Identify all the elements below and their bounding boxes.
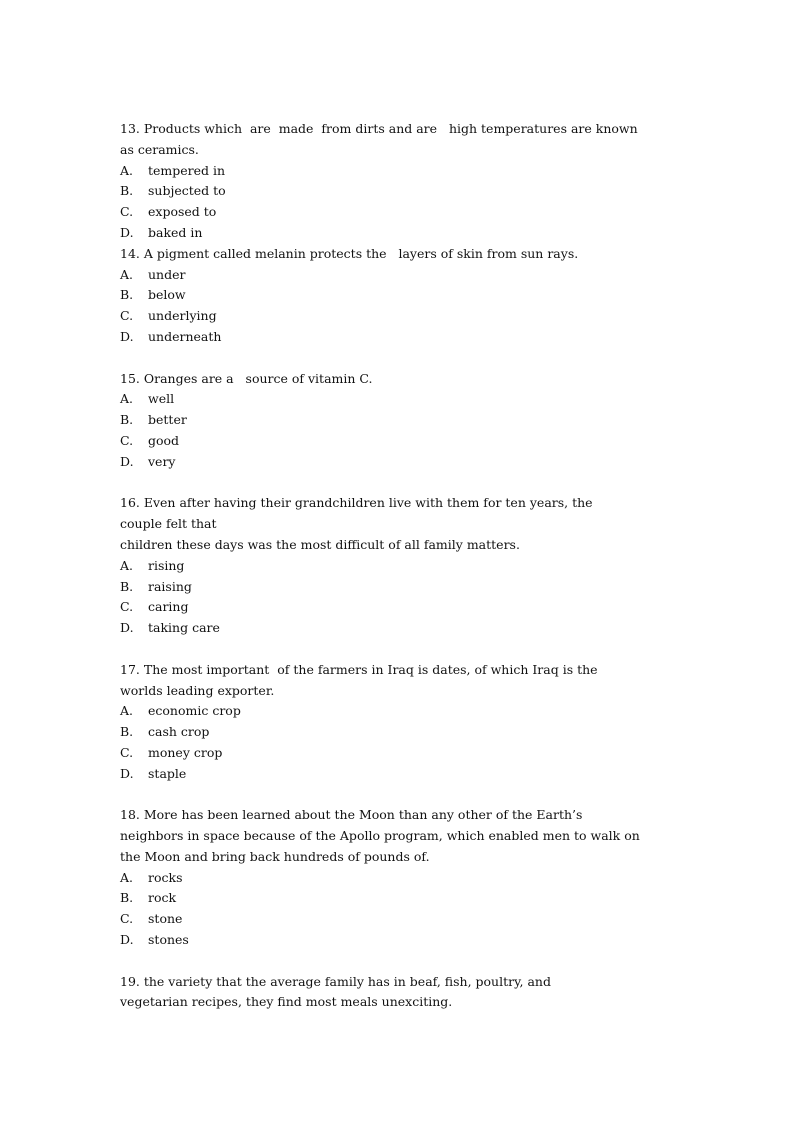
- option-text: stone: [148, 911, 183, 927]
- question-13-option-b: [120, 181, 680, 202]
- option-letter: B.: [120, 412, 134, 428]
- option-text: money crop: [148, 744, 223, 760]
- option-letter: C.: [120, 599, 134, 615]
- spacer: [120, 639, 680, 660]
- spacer: [120, 951, 680, 972]
- option-text: caring: [148, 599, 189, 615]
- option-letter: C.: [120, 911, 134, 927]
- option-text: subjected to: [148, 183, 226, 199]
- option-text: very: [148, 453, 176, 469]
- question-14-stem-line-1: 14. A pigment called melanin protects the layers of skin from sun rays.: [120, 245, 579, 261]
- question-19-stem-line-2: vegetarian recipes, they find most meals unexciting.: [120, 994, 453, 1010]
- option-letter: D.: [120, 224, 134, 240]
- option-letter: C.: [120, 432, 134, 448]
- option-text: tempered in: [148, 162, 226, 178]
- option-letter: C.: [120, 308, 134, 324]
- option-text: stones: [148, 932, 189, 948]
- option-text: underlying: [148, 308, 217, 324]
- option-text: exposed to: [148, 204, 217, 220]
- question-16-stem-line-2: couple felt that: [120, 516, 217, 532]
- option-letter: A.: [120, 869, 134, 885]
- option-letter: D.: [120, 932, 134, 948]
- question-16: [120, 493, 680, 639]
- option-text: well: [148, 391, 175, 407]
- spacer: [120, 473, 680, 494]
- spacer: [120, 785, 680, 806]
- question-14-option-c: [120, 306, 680, 327]
- question-16-option-c: [120, 597, 680, 618]
- question-17-option-a: [120, 701, 680, 722]
- option-text: staple: [148, 765, 187, 781]
- question-18-option-d: [120, 930, 680, 951]
- option-text: good: [148, 432, 180, 448]
- question-14-option-b: [120, 285, 680, 306]
- option-text: economic crop: [148, 703, 241, 719]
- question-13-option-a: [120, 161, 680, 182]
- question-18-stem-line-3: the Moon and bring back hundreds of pounds of.: [120, 848, 430, 864]
- question-15-option-d: [120, 452, 680, 473]
- option-letter: B.: [120, 578, 134, 594]
- question-16-stem-line-1: 16. Even after having their grandchildren live with them for ten years, the: [120, 495, 593, 511]
- option-letter: B.: [120, 287, 134, 303]
- question-15-option-a: [120, 389, 680, 410]
- question-13-option-d: [120, 223, 680, 244]
- option-text: cash crop: [148, 724, 210, 740]
- question-19: [120, 972, 680, 1014]
- option-text: rocks: [148, 869, 183, 885]
- option-letter: A.: [120, 703, 134, 719]
- option-text: better: [148, 412, 187, 428]
- question-16-option-d: [120, 618, 680, 639]
- option-letter: A.: [120, 557, 134, 573]
- option-letter: D.: [120, 765, 134, 781]
- question-19-stem-line-1: 19. the variety that the average family has in beaf, fish, poultry, and: [120, 973, 551, 989]
- option-letter: C.: [120, 204, 134, 220]
- question-14: [120, 244, 680, 348]
- question-17-option-b: [120, 722, 680, 743]
- question-14-option-a: [120, 265, 680, 286]
- option-text: taking care: [148, 620, 220, 636]
- question-17-stem-line-1: 17. The most important of the farmers in Iraq is dates, of which Iraq is the: [120, 661, 598, 677]
- option-letter: D.: [120, 328, 134, 344]
- question-14-option-d: [120, 327, 680, 348]
- question-18-option-c: [120, 909, 680, 930]
- question-18-option-a: [120, 868, 680, 889]
- question-16-option-b: [120, 577, 680, 598]
- spacer: [120, 348, 680, 369]
- question-18: [120, 805, 680, 951]
- question-15-option-c: [120, 431, 680, 452]
- document-page: [120, 119, 680, 1013]
- option-text: raising: [148, 578, 192, 594]
- question-15-stem-line-1: 15. Oranges are a source of vitamin C.: [120, 370, 373, 386]
- question-15: [120, 369, 680, 473]
- option-letter: A.: [120, 162, 134, 178]
- question-13-stem-line-2: as ceramics.: [120, 141, 199, 157]
- question-15-option-b: [120, 410, 680, 431]
- question-13: [120, 119, 680, 244]
- question-17: [120, 660, 680, 785]
- question-17-option-d: [120, 764, 680, 785]
- option-text: underneath: [148, 328, 222, 344]
- option-letter: B.: [120, 183, 134, 199]
- option-text: baked in: [148, 224, 203, 240]
- question-17-stem-line-2: worlds leading exporter.: [120, 682, 275, 698]
- question-17-option-c: [120, 743, 680, 764]
- question-16-option-a: [120, 556, 680, 577]
- option-text: rising: [148, 557, 185, 573]
- option-letter: C.: [120, 744, 134, 760]
- question-13-stem-line-1: 13. Products which are made from dirts and are high temperatures are known: [120, 121, 638, 136]
- question-13-option-c: [120, 202, 680, 223]
- question-18-option-b: [120, 888, 680, 909]
- option-letter: A.: [120, 266, 134, 282]
- option-text: rock: [148, 890, 177, 906]
- question-16-stem-line-3: children these days was the most difficult of all family matters.: [120, 536, 520, 552]
- question-18-stem-line-1: 18. More has been learned about the Moon than any other of the Earth’s: [120, 807, 583, 823]
- option-letter: B.: [120, 890, 134, 906]
- option-letter: D.: [120, 620, 134, 636]
- option-letter: A.: [120, 391, 134, 407]
- option-letter: B.: [120, 724, 134, 740]
- question-18-stem-line-2: neighbors in space because of the Apollo program, which enabled men to walk on: [120, 828, 640, 844]
- option-text: below: [148, 287, 186, 303]
- option-letter: D.: [120, 453, 134, 469]
- option-text: under: [148, 266, 186, 282]
